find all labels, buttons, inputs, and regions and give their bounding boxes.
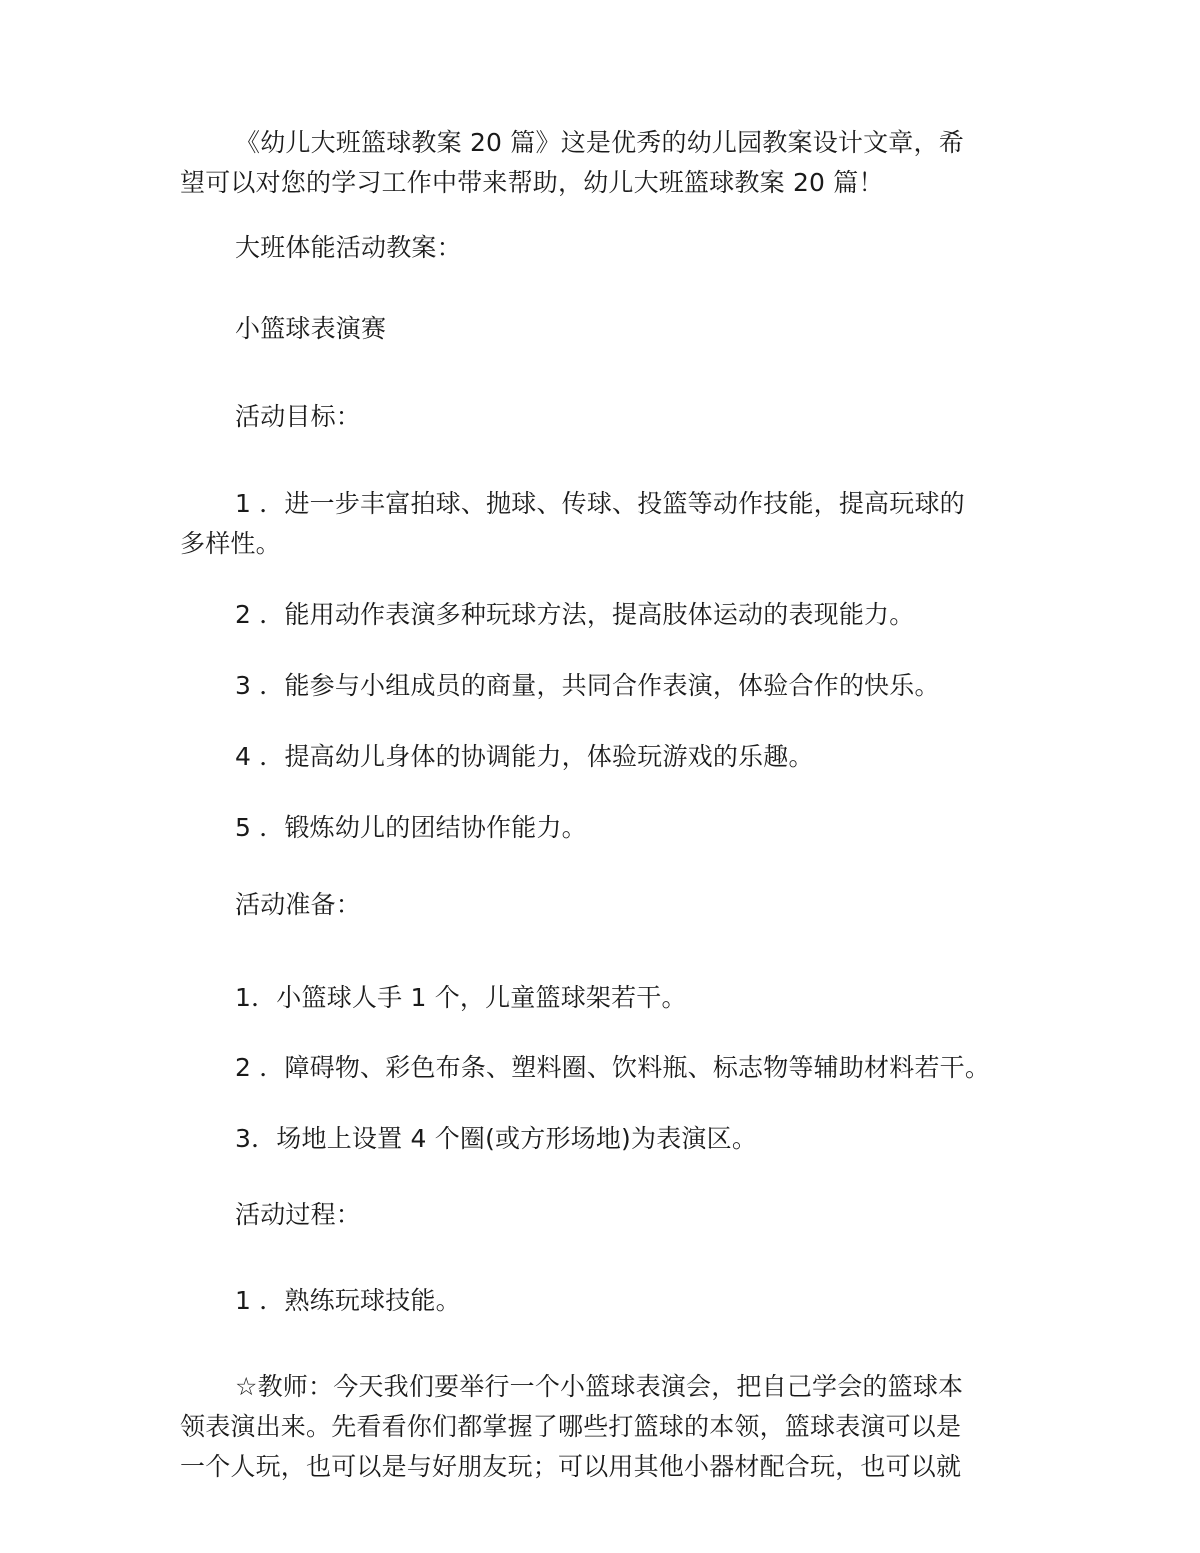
preparation-item-1: 1．小篮球人手 1 个，儿童篮球架若干。 (235, 983, 687, 1012)
preparation-heading: 活动准备： (235, 890, 362, 919)
plan-label: 大班体能活动教案： (235, 233, 462, 262)
preparation-item-2: 2 ．障碍物、彩色布条、塑料圈、饮料瓶、标志物等辅助材料若干。 (235, 1053, 991, 1082)
teacher-line-3: 一个人玩，也可以是与好朋友玩；可以用其他小器材配合玩，也可以就 (180, 1452, 962, 1481)
preparation-item-3: 3．场地上设置 4 个圈(或方形场地)为表演区。 (235, 1124, 758, 1153)
teacher-line-2: 领表演出来。先看看你们都掌握了哪些打篮球的本领，篮球表演可以是 (180, 1412, 962, 1441)
intro-line-2: 望可以对您的学习工作中带来帮助，幼儿大班篮球教案 20 篇！ (180, 168, 884, 197)
goal-item-5: 5 ．锻炼幼儿的团结协作能力。 (235, 813, 587, 842)
teacher-line-1: ☆教师：今天我们要举行一个小篮球表演会，把自己学会的篮球本 (235, 1372, 964, 1401)
process-step-1: 1 ．熟练玩球技能。 (235, 1286, 461, 1315)
process-heading: 活动过程： (235, 1200, 362, 1229)
activity-title: 小篮球表演赛 (235, 314, 387, 343)
goal-item-3: 3 ．能参与小组成员的商量，共同合作表演，体验合作的快乐。 (235, 671, 940, 700)
goal-item-4: 4 ．提高幼儿身体的协调能力，体验玩游戏的乐趣。 (235, 742, 814, 771)
goal-item-1-line-2: 多样性。 (180, 529, 281, 558)
goal-item-2: 2 ．能用动作表演多种玩球方法，提高肢体运动的表现能力。 (235, 600, 915, 629)
intro-line-1: 《幼儿大班篮球教案 20 篇》这是优秀的幼儿园教案设计文章，希 (235, 128, 964, 157)
goal-item-1-line-1: 1 ．进一步丰富拍球、抛球、传球、投篮等动作技能，提高玩球的 (235, 489, 965, 518)
goals-heading: 活动目标： (235, 402, 362, 431)
